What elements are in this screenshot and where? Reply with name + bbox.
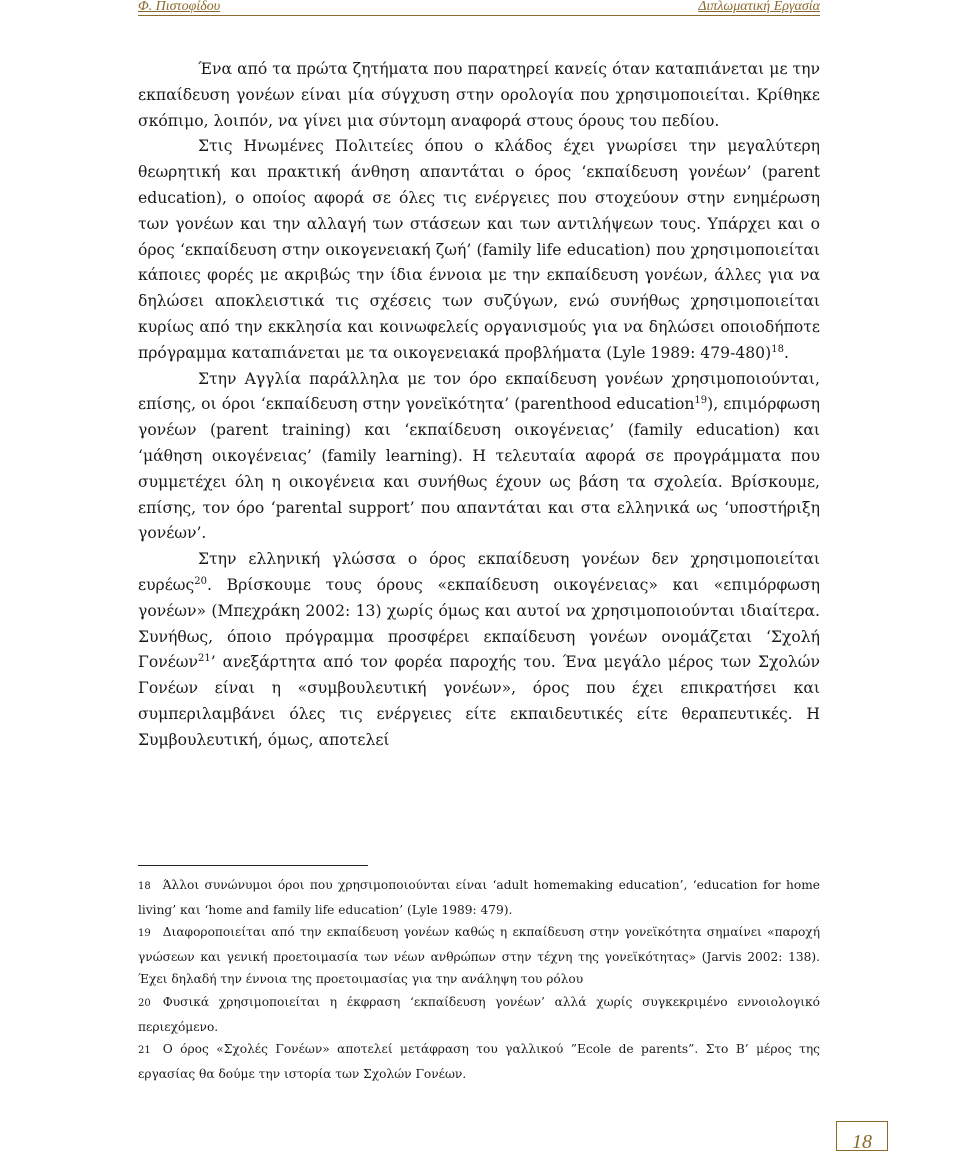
- footnote-text: Διαφοροποιείται από την εκπαίδευση γονέων καθώς η εκπαίδευση στην γονεϊκότητα σημαίνει «παροχή γνώσεων και γενική προετοιμασία των νέων ανθρώπων στην τέχνη της γονεϊκότητας» (Jarvis 2002: 138). Έχει δηλαδή την έννοια της προετοιμασίας για την ανάληψη του ρόλου: [138, 925, 820, 987]
- footnote-number: 19: [138, 928, 151, 940]
- paragraph-4-text-b: . Βρίσκουμε τους όρους «εκπαίδευση οικογένειας» και «επιμόρφωση γονέων» (Μπεχράκη 2002: 13) χωρίς όμως και αυτοί να χρησιμοποιούνται ιδιαίτερα. Συνήθως, όποιο πρόγραμμα προσφέρει εκπαίδευση γονέων ονομάζεται ‘Σχολή Γονέων: [138, 575, 820, 672]
- header-document-type: Διπλωματική Εργασία: [698, 0, 820, 14]
- footnote-number: 21: [138, 1045, 151, 1057]
- footnote-ref-21[interactable]: 21: [197, 653, 211, 665]
- paragraph-4-text-c: ’ ανεξάρτητα από τον φορέα παροχής του. Ένα μεγάλο μέρος των Σχολών Γονέων είναι η «συμβουλευτική γονέων», όρος που έχει επικρατήσει και συμπεριλαμβάνει όλες τις ενέργειες είτε εκπαιδευτικές είτε θεραπευτικές. Η Συμβουλευτική, όμως, αποτελεί: [138, 653, 820, 749]
- paragraph-3: [138, 367, 820, 548]
- header-author: Φ. Πιστοφίδου: [138, 0, 221, 14]
- footnote-number: 20: [138, 997, 151, 1009]
- footnote-text: Ο όρος «Σχολές Γονέων» αποτελεί μετάφραση του γαλλικού ”Ecole de parents”. Στο Β’ μέρος της εργασίας θα δούμε την ιστορία των Σχολών Γονέων.: [138, 1042, 820, 1081]
- paragraph-2-text: Στις Ηνωμένες Πολιτείες όπου ο κλάδος έχει γνωρίσει την μεγαλύτερη θεωρητική και πρακτική άνθηση απαντάται ο όρος ‘εκπαίδευση γονέων’ (parent education), ο οποίος αφορά σε όλες τις ενέργειες που στοχεύουν στην ενημέρωση των γονέων και την αλλαγή των στάσεων και των αντιλήψεων τους. Υπάρχει και ο όρος ‘εκπαίδευση στην οικογενειακή ζωή’ (family life education) που χρησιμοποιείται κάποιες φορές με ακριβώς την ίδια έννοια με την εκπαίδευση γονέων, άλλες για να δηλώσει αποκλειστικά τις σχέσεις των συζύγων, ενώ συνήθως χρησιμοποιείται κυρίως από την εκκλησία και κοινωφελείς οργανισμούς για να δηλώσει οποιοδήποτε πρόγραμμα καταπιάνεται με τα οικογενειακά προβλήματα (Lyle 1989: 479-480): [138, 137, 820, 362]
- page-number-box: [836, 1121, 888, 1151]
- main-text: [138, 57, 820, 754]
- footnotes: [138, 874, 820, 1085]
- footnote-separator: [138, 865, 368, 866]
- footnote-text: Φυσικά χρησιμοποιείται η έκφραση ‘εκπαίδευση γονέων’ αλλά χωρίς συγκεκριμένο εννοιολογικό περιεχόμενο.: [138, 994, 820, 1034]
- paragraph-1: Ένα από τα πρώτα ζητήματα που παρατηρεί κανείς όταν καταπιάνεται με την εκπαίδευση γονέων είναι μία σύγχυση στην ορολογία που χρησιμοποιείται. Κρίθηκε σκόπιμο, λοιπόν, να γίνει μια σύντομη αναφορά στους όρους του πεδίου.: [138, 60, 820, 130]
- footnote-text: Άλλοι συνώνυμοι όροι που χρησιμοποιούνται είναι ‘adult homemaking education’, ‘education for home living’ και ‘home and family life education’ (Lyle 1989: 479).: [138, 878, 820, 917]
- footnote-19: [138, 921, 820, 991]
- footnote-ref-18[interactable]: 18: [771, 343, 784, 355]
- paragraph-4-text-a: Στην ελληνική γλώσσα ο όρος εκπαίδευση γονέων δεν χρησιμοποιείται ευρέως: [138, 550, 820, 594]
- footnote-number: 18: [138, 881, 151, 892]
- paragraph-4: [138, 547, 820, 753]
- paragraph-3-text-a: Στην Αγγλία παράλληλα με τον όρο εκπαίδευση γονέων χρησιμοποιούνται, επίσης, οι όροι ‘εκπαίδευση στην γονεϊκότητα’ (parenthood education: [138, 369, 820, 414]
- page-number: 18: [852, 1131, 872, 1153]
- footnote-ref-19[interactable]: 19: [694, 395, 708, 407]
- footnote-18: [138, 874, 820, 921]
- paragraph-2-end: .: [783, 343, 789, 362]
- running-header: [138, 0, 820, 16]
- footnote-20: [138, 991, 820, 1038]
- footnote-21: [138, 1038, 820, 1085]
- paragraph-2: [138, 134, 820, 366]
- footnote-ref-20[interactable]: 20: [194, 575, 207, 587]
- header-rule: [138, 15, 820, 16]
- paragraph-3-text-b: ), επιμόρφωση γονέων (parent training) και ‘εκπαίδευση οικογένειας’ (family education) και ‘μάθηση οικογένειας’ (family learning). Η τελευταία αφορά σε προγράμματα που συμμετέχει όλη η οικογένεια και συνήθως έχουν ως βάση τα σχολεία. Βρίσκουμε, επίσης, τον όρο ‘parental support’ που απαντάται και στα ελληνικά ως ‘υποστήριξη γονέων’.: [138, 395, 820, 543]
